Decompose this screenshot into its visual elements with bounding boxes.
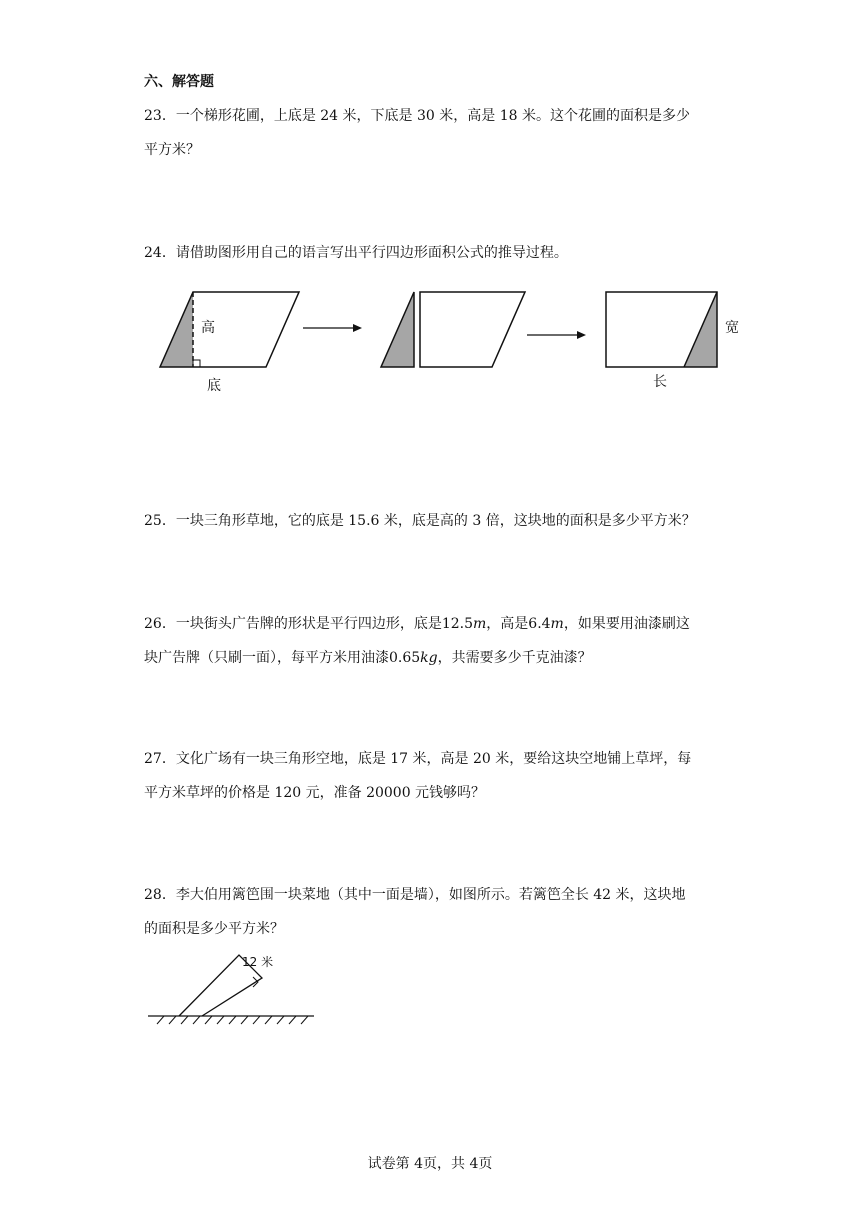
question-27-line1: 27．文化广场有一块三角形空地，底是 17 米，高是 20 米，要给这块空地铺上草坪，每: [144, 751, 692, 767]
trapezoid-2: [420, 292, 525, 367]
fence-garden-figure: [144, 950, 324, 1030]
question-28-line2: 的面积是多少平方米？: [144, 921, 284, 937]
parallelogram-derivation-figure: [150, 280, 750, 400]
wall-hatching: [157, 1016, 308, 1024]
right-angle-mark-1: [193, 360, 200, 367]
label-width: 宽: [725, 320, 739, 336]
label-base: 底: [207, 378, 221, 394]
arrow-1-head: [353, 324, 362, 332]
question-24-line1: 24．请借助图形用自己的语言写出平行四边形面积公式的推导过程。: [144, 245, 568, 261]
question-27-line2: 平方米草坪的价格是 120 元，准备 20000 元钱够吗？: [144, 785, 486, 801]
question-23-line2: 平方米？: [144, 142, 200, 158]
question-26-line2: 块广告牌（只刷一面），每平方米用油漆0.65kg，共需要多少千克油漆？: [144, 650, 592, 666]
question-26-line1: 26．一块街头广告牌的形状是平行四边形，底是12.5m，高是6.4m，如果要用油漆刷这: [144, 616, 690, 632]
label-height: 高: [201, 320, 215, 336]
shaded-triangle-2: [381, 292, 414, 367]
section-title: 六、解答题: [144, 74, 214, 90]
page-footer: 试卷第 4页，共 4页: [367, 1156, 493, 1172]
question-23-line1: 23．一个梯形花圃，上底是 24 米，下底是 30 米，高是 18 米。这个花圃的面积是多少: [144, 108, 690, 124]
arrow-2-head: [577, 331, 586, 339]
question-28-line1: 28．李大伯用篱笆围一块菜地（其中一面是墙），如图所示。若篱笆全长 42 米，这块地: [144, 887, 686, 903]
question-25-line1: 25．一块三角形草地，它的底是 15.6 米，底是高的 3 倍，这块地的面积是多少平方米？: [144, 513, 696, 529]
label-length: 长: [653, 374, 667, 390]
label-12m: 12 米: [242, 955, 274, 969]
